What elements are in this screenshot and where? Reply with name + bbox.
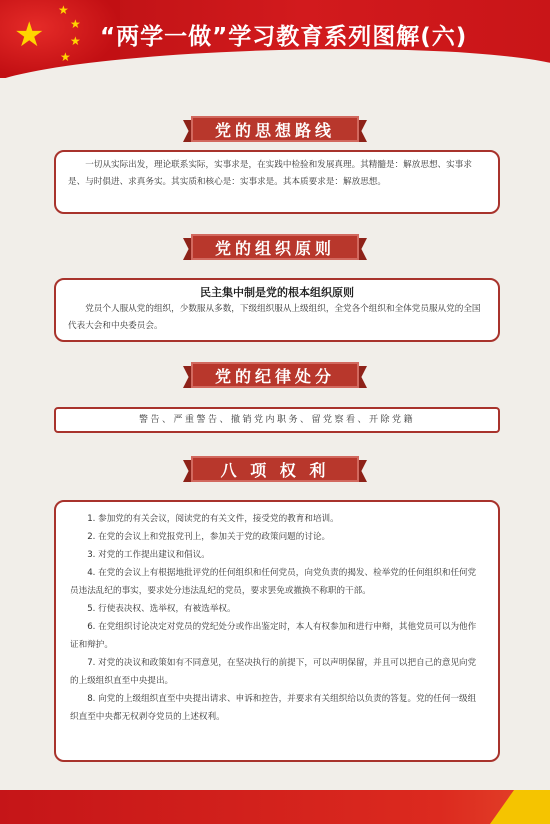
organization-box [54,278,500,342]
page-title: “两学一做”学习教育系列图解(六) [100,24,468,50]
right-item: 3. 对党的工作提出建议和倡议。 [87,550,210,560]
discipline-text: 警告、严重警告、撤销党内职务、留党察看、开除党籍 [138,415,415,425]
small-star-icon: ★ [60,50,71,64]
small-star-icon: ★ [70,17,81,31]
small-star-icon: ★ [58,3,69,17]
section-heading: 八 项 权 利 [191,456,359,482]
big-star-icon: ★ [14,15,45,55]
section-banner-rights [183,456,367,482]
right-item: 5. 行使表决权、选举权，有被选举权。 [87,604,236,614]
organization-subtitle: 民主集中制是党的根本组织原则 [200,286,354,299]
discipline-box [54,407,500,433]
section-heading: 党的纪律处分 [191,362,359,388]
right-item: 1. 参加党的有关会议，阅读党的有关文件，接受党的教育和培训。 [87,514,339,524]
right-item: 2. 在党的会议上和党报党刊上，参加关于党的政策问题的讨论。 [87,532,331,542]
rights-box [54,500,500,762]
ideology-text: 一切从实际出发，理论联系实际，实事求是，在实践中检验和发展真理。其精髓是：解放思想、实事求是、与时俱进、求真务实。其实质和核心是：实事求是。其本质要求是：解放思想。 [68,160,472,187]
section-banner-organization [183,234,367,260]
section-heading: 党的组织原则 [191,234,359,260]
footer-corner [490,790,550,824]
organization-text: 党员个人服从党的组织，少数服从多数，下级组织服从上级组织，全党各个组织和全体党员服从党的全国代表大会和中央委员会。 [68,304,481,331]
header-banner [0,0,550,78]
section-banner-discipline [183,362,367,388]
right-item: 6. 在党组织讨论决定对党员的党纪处分或作出鉴定时，本人有权参加和进行申辩，其他党员可以为他作证和辩护。 [70,622,477,650]
section-heading: 党的思想路线 [191,116,359,142]
ideology-box [54,150,500,214]
right-item: 4. 在党的会议上有根据地批评党的任何组织和任何党员，向党负责的揭发、检举党的任何组织和任何党员违法乱纪的事实，要求处分违法乱纪的党员，要求罢免或撤换不称职的干部。 [70,568,477,596]
small-star-icon: ★ [70,34,81,48]
right-item: 8. 向党的上级组织直至中央提出请求、申诉和控告，并要求有关组织给以负责的答复。党的任何一级组织直至中央都无权剥夺党员的上述权利。 [70,694,477,722]
right-item: 7. 对党的决议和政策如有不同意见，在坚决执行的前提下，可以声明保留，并且可以把自己的意见向党的上级组织直至中央提出。 [70,658,477,686]
section-banner-ideology [183,116,367,142]
footer-band [0,790,550,824]
